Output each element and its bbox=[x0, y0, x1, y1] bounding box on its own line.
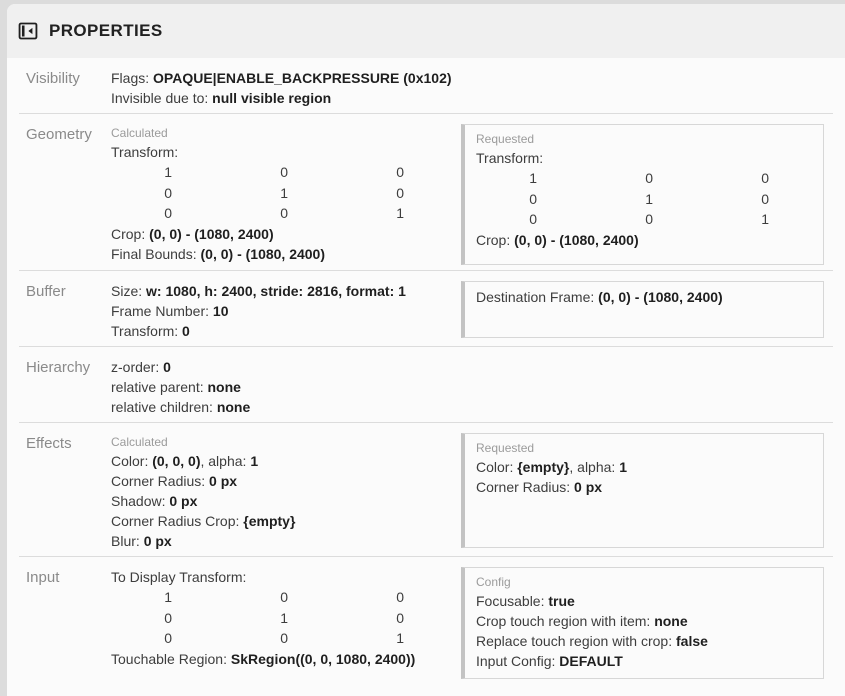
property-key: Replace touch region with crop: bbox=[476, 633, 676, 649]
transform-matrix bbox=[111, 162, 461, 224]
property-key: , alpha: bbox=[569, 459, 620, 475]
property-line-corner-radius-crop bbox=[111, 511, 461, 531]
panel-header bbox=[7, 4, 845, 58]
section-label-hierarchy: Hierarchy bbox=[26, 359, 91, 376]
property-value: SkRegion((0, 0, 1080, 2400)) bbox=[230, 650, 416, 667]
property-line-blur bbox=[111, 531, 461, 551]
matrix-cell: 1 bbox=[396, 630, 404, 647]
property-key: Crop: bbox=[111, 225, 150, 242]
property-line-crop bbox=[476, 230, 813, 250]
geometry-requested-box bbox=[461, 124, 824, 265]
property-value: (0, 0, 0) bbox=[152, 453, 201, 469]
section-label-geometry: Geometry bbox=[26, 126, 92, 143]
matrix-cell: 0 bbox=[396, 164, 404, 180]
matrix-cell: 1 bbox=[529, 170, 537, 186]
matrix-cell: 0 bbox=[164, 205, 172, 222]
property-line-relative-parent bbox=[111, 377, 461, 397]
section-input bbox=[7, 557, 845, 684]
section-effects bbox=[7, 423, 845, 556]
property-value: w: 1080, h: 2400, stride: 2816, format: 1 bbox=[146, 283, 406, 299]
property-key: Transform: bbox=[111, 323, 183, 339]
left-panel-close-icon bbox=[17, 20, 39, 42]
property-line-relative-children bbox=[111, 397, 461, 417]
matrix-cell: 0 bbox=[164, 609, 172, 626]
matrix-cell: 0 bbox=[645, 211, 653, 228]
property-key: Blur: bbox=[111, 533, 144, 549]
property-key: Color: bbox=[476, 459, 518, 475]
property-line-color bbox=[476, 457, 813, 477]
group-label-calculated: Calculated bbox=[111, 126, 168, 140]
matrix-cell: 0 bbox=[280, 164, 288, 180]
property-line-size bbox=[111, 281, 461, 301]
property-value: OPAQUE|ENABLE_BACKPRESSURE (0x102) bbox=[153, 70, 452, 86]
property-line-crop-touch-region bbox=[476, 611, 813, 631]
property-value: 1 bbox=[250, 453, 259, 469]
buffer-requested-box bbox=[461, 281, 824, 338]
property-key: Input Config: bbox=[476, 653, 560, 669]
matrix-cell: 0 bbox=[529, 211, 537, 228]
section-visibility bbox=[7, 58, 845, 113]
group-label-requested: Requested bbox=[476, 441, 535, 455]
matrix-cell: 1 bbox=[396, 205, 404, 222]
property-line-touchable-region bbox=[111, 649, 461, 669]
property-line-flags bbox=[111, 68, 461, 88]
effects-requested-box bbox=[461, 433, 824, 548]
property-value: 0 px bbox=[169, 493, 198, 509]
property-key: Shadow: bbox=[111, 493, 170, 509]
property-line-corner-radius bbox=[111, 471, 461, 491]
properties-panel bbox=[7, 4, 845, 696]
property-line-z-order bbox=[111, 357, 461, 377]
property-key: Corner Radius Crop: bbox=[111, 513, 244, 529]
collapse-panel-button[interactable] bbox=[16, 19, 40, 43]
property-key: Frame Number: bbox=[111, 303, 213, 319]
property-value: null visible region bbox=[212, 90, 332, 106]
property-line-corner-radius bbox=[476, 477, 813, 497]
property-key: Destination Frame: bbox=[476, 289, 599, 305]
property-key: Corner Radius: bbox=[111, 473, 210, 489]
property-value: true bbox=[548, 593, 575, 609]
property-line-shadow bbox=[111, 491, 461, 511]
matrix-cell: 1 bbox=[645, 190, 653, 207]
property-key: Focusable: bbox=[476, 593, 549, 609]
matrix-cell: 1 bbox=[280, 609, 288, 626]
property-key: Crop: bbox=[476, 231, 515, 248]
matrix-cell: 0 bbox=[396, 184, 404, 201]
property-key: z-order: bbox=[111, 359, 164, 375]
matrix-cell: 0 bbox=[396, 609, 404, 626]
property-value: 0 px bbox=[574, 479, 603, 495]
panel-title: PROPERTIES bbox=[49, 21, 163, 40]
matrix-cell: 1 bbox=[761, 211, 769, 228]
property-line-frame-number bbox=[111, 301, 461, 321]
geometry-calculated bbox=[111, 124, 461, 265]
property-value: DEFAULT bbox=[559, 653, 623, 669]
property-value: {empty} bbox=[517, 459, 570, 475]
property-key: relative parent: bbox=[111, 379, 208, 395]
property-value: (0, 0) - (1080, 2400) bbox=[514, 231, 639, 248]
matrix-cell: 1 bbox=[280, 184, 288, 201]
property-key: , alpha: bbox=[200, 453, 251, 469]
matrix-cell: 0 bbox=[761, 170, 769, 186]
property-value: 0 px bbox=[143, 533, 172, 549]
matrix-cell: 0 bbox=[761, 190, 769, 207]
property-value: none bbox=[654, 613, 688, 629]
section-buffer bbox=[7, 271, 845, 346]
property-value: (0, 0) - (1080, 2400) bbox=[200, 245, 326, 262]
matrix-cell: 1 bbox=[164, 589, 172, 605]
property-value: none bbox=[207, 379, 241, 395]
visibility-values bbox=[111, 68, 461, 108]
transform-label: Transform: bbox=[111, 144, 179, 160]
property-key: Invisible due to: bbox=[111, 90, 213, 106]
property-line-replace-touch-region bbox=[476, 631, 813, 651]
property-value: 0 bbox=[163, 359, 171, 375]
property-key: Crop touch region with item: bbox=[476, 613, 655, 629]
property-value: (0, 0) - (1080, 2400) bbox=[149, 225, 274, 242]
matrix-cell: 1 bbox=[164, 164, 172, 180]
property-line-focusable bbox=[476, 591, 813, 611]
section-geometry bbox=[7, 114, 845, 270]
property-key: Corner Radius: bbox=[476, 479, 575, 495]
section-label-buffer: Buffer bbox=[26, 283, 66, 300]
matrix-cell: 0 bbox=[645, 170, 653, 186]
property-line-transform bbox=[111, 321, 461, 341]
transform-label: Transform: bbox=[476, 150, 544, 166]
matrix-cell: 0 bbox=[280, 630, 288, 647]
property-value: 10 bbox=[212, 303, 229, 319]
property-value: 1 bbox=[619, 459, 627, 475]
hierarchy-values bbox=[111, 357, 461, 417]
group-label-requested: Requested bbox=[476, 132, 535, 146]
group-label-calculated: Calculated bbox=[111, 435, 168, 449]
matrix-cell: 0 bbox=[280, 589, 288, 605]
section-label-visibility: Visibility bbox=[26, 70, 80, 87]
property-value: {empty} bbox=[243, 513, 296, 529]
property-value: (0, 0) - (1080, 2400) bbox=[598, 289, 723, 305]
input-values bbox=[111, 567, 461, 679]
property-line-invisible-due-to bbox=[111, 88, 461, 108]
matrix-cell: 0 bbox=[164, 184, 172, 201]
property-line-crop bbox=[111, 224, 461, 244]
property-line-color bbox=[111, 451, 461, 471]
transform-matrix bbox=[111, 587, 461, 649]
property-line-final-bounds bbox=[111, 244, 461, 264]
matrix-cell: 0 bbox=[529, 190, 537, 207]
property-key: relative children: bbox=[111, 399, 217, 415]
property-value: 0 px bbox=[209, 473, 238, 489]
transform-matrix bbox=[476, 168, 813, 230]
effects-calculated bbox=[111, 433, 461, 551]
transform-label: To Display Transform: bbox=[111, 569, 247, 585]
section-hierarchy bbox=[7, 347, 845, 422]
property-value: 0 bbox=[182, 323, 190, 339]
property-key: Final Bounds: bbox=[111, 245, 201, 262]
section-label-effects: Effects bbox=[26, 435, 72, 452]
property-key: Size: bbox=[111, 283, 147, 299]
section-label-input: Input bbox=[26, 569, 60, 586]
group-label-config: Config bbox=[476, 575, 511, 589]
property-key: Touchable Region: bbox=[111, 650, 231, 667]
property-key: Flags: bbox=[111, 70, 154, 86]
matrix-cell: 0 bbox=[280, 205, 288, 222]
property-value: false bbox=[676, 633, 708, 649]
property-value: none bbox=[216, 399, 251, 415]
property-key: Color: bbox=[111, 453, 153, 469]
property-line-destination-frame bbox=[476, 287, 813, 307]
input-config-box bbox=[461, 567, 824, 679]
buffer-values bbox=[111, 281, 461, 341]
property-line-input-config bbox=[476, 651, 813, 671]
matrix-cell: 0 bbox=[164, 630, 172, 647]
matrix-cell: 0 bbox=[396, 589, 404, 605]
